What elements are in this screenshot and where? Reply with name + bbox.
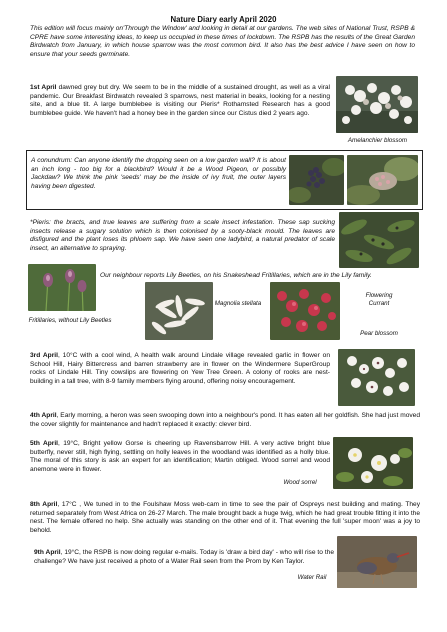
- flowering-currant-photo: [270, 282, 340, 340]
- entry-april-9: [34, 549, 334, 566]
- water-rail-caption: Water Rail: [297, 574, 327, 581]
- entry-date: 1st April: [30, 84, 57, 91]
- amelanchier-photo: [336, 76, 418, 133]
- ivy-fruit-photo: [289, 155, 344, 205]
- entry-text: dawned grey but dry. We seem to be in the middle of a sustained drought, as well as a viral pandemic. Our Breakfast Birdwatch revealed 3 sparrows, nest material in beaks, looking for a nesting site, and a blue tit. A large bumblebee is visiting our Pieris* Rothamsted Research has a good bumblebee guide. We haven't had a honey bee in the garden since our Cistus died 2 years ago.: [30, 84, 330, 117]
- entry-text: , Early morning, a heron was seen swooping down into a neighbour's pond. It has eaten all her goldfish. She had just moved the cover slightly for maintenance and hadn't replaced it exactly: clever bird.: [30, 412, 420, 428]
- wood-sorrel-caption: Wood sorrel: [283, 479, 317, 486]
- entry-date: 9th April: [34, 549, 61, 556]
- pieris-photo: [339, 212, 419, 268]
- entry-text: , 10°C with a cool wind, A health walk around Lindale village revealed garlic in flower on School Hill, Hairy Bittercress and barren strawberry are in flower on the Windermere SuperGroup rocks of Lindale Hill. Tiny cowslips are flowering on Yew Tree Green. A colony of rooks are nest-building in a tall tree, with 8-9 family members flying around, offering noisy encouragement.: [30, 352, 330, 385]
- amelanchier-caption: Amelanchier blossom: [347, 137, 408, 144]
- entry-date: 3rd April: [30, 352, 58, 359]
- lily-beetles-text: Our neighbour reports Lily Beetles, on his Snakeshead Fritillaries, which are in the Lily family.: [100, 272, 372, 279]
- magnolia-photo: [145, 282, 213, 340]
- entry-date: 5th April: [30, 440, 59, 447]
- dropping-photo: [347, 155, 418, 205]
- pieris-paragraph: *Pieris: the bracts, and true leaves are suffering from a scale insect infestation. These sap sucking insects release a sugary solution which is then colonised by a sooty-black mould. The leaves are disfigured and the plant loses its phloem sap. We have seen one ladybird, a natural predator of scale insect, an alternative to spraying.: [30, 219, 335, 252]
- water-rail-photo: [337, 536, 417, 588]
- intro-paragraph: This edition will focus mainly on'Through the Window' and looking in detail at our gardens. The web sites of National Trust, RSPB & CPRE have some interesting ideas, to keep us occupied in these times of lockdown. The RSPB has the results of the Great Garden Birdwatch from January, in which house sparrow was the most common bird. It also has the best advice I have seen on how to ensure that your seeds germinate.: [30, 25, 415, 58]
- entry-text: , 17°C , We tuned in to the Foulshaw Moss web-cam in time to see the pair of Ospreys nest building and mating. They returned separately from West Africa on 26-27 March. The male brought back a huge twig, which he had great trouble fitting it into the nest. The female offered no help. She actually was standing on the other end of it. That evening the full 'super moon' was a joy to behold.: [30, 501, 420, 534]
- pear-blossom-caption: Pear blossom: [360, 330, 398, 337]
- page-title: Nature Diary early April 2020: [170, 15, 277, 24]
- entry-april-4: [30, 412, 420, 429]
- fritillaries-caption: Fritillaries, without Lily Beetles: [28, 317, 112, 324]
- conundrum-box: [26, 150, 423, 210]
- fritillaries-photo: [28, 264, 96, 311]
- entry-date: 4th April: [30, 412, 57, 419]
- entry-april-5: [30, 440, 330, 474]
- entry-april-3: [30, 352, 330, 386]
- flowering-currant-caption: Flowering Currant: [365, 292, 393, 307]
- wood-sorrel-photo: [333, 437, 413, 489]
- pear-blossom-photo: [338, 349, 415, 406]
- entry-text: , 19°C, the RSPB is now doing regular e-mails. Today is 'draw a bird day' - who will rise to the challenge? We have just received a photo of a Water Rail seen from the Prom by Ken Taylor.: [34, 549, 334, 565]
- entry-text: , 19°C, Bright yellow Gorse is cheering up Ravensbarrow Hill. A very active bright blue butterfly, never still, high flying, settling on holly leaves in the woodland was identified as a holly blue. The moral of this story is ask an expert for an identification; Martin obliged. Wood sorrel and wood anemone were in flower.: [30, 440, 330, 473]
- conundrum-text: A conundrum: Can anyone identify the dropping seen on a low garden wall? It is about an inch long - too big for a blackbird? Would it be a Wood Pigeon, or possibly Jackdaw? We think the pink 'seeds' may be the inside of ivy fruit, the outer layers having been digested.: [31, 157, 286, 190]
- entry-april-1: [30, 84, 330, 118]
- entry-date: 8th April: [30, 501, 58, 508]
- entry-april-8: [30, 501, 420, 535]
- magnolia-caption: Magnolia stellata: [214, 300, 262, 307]
